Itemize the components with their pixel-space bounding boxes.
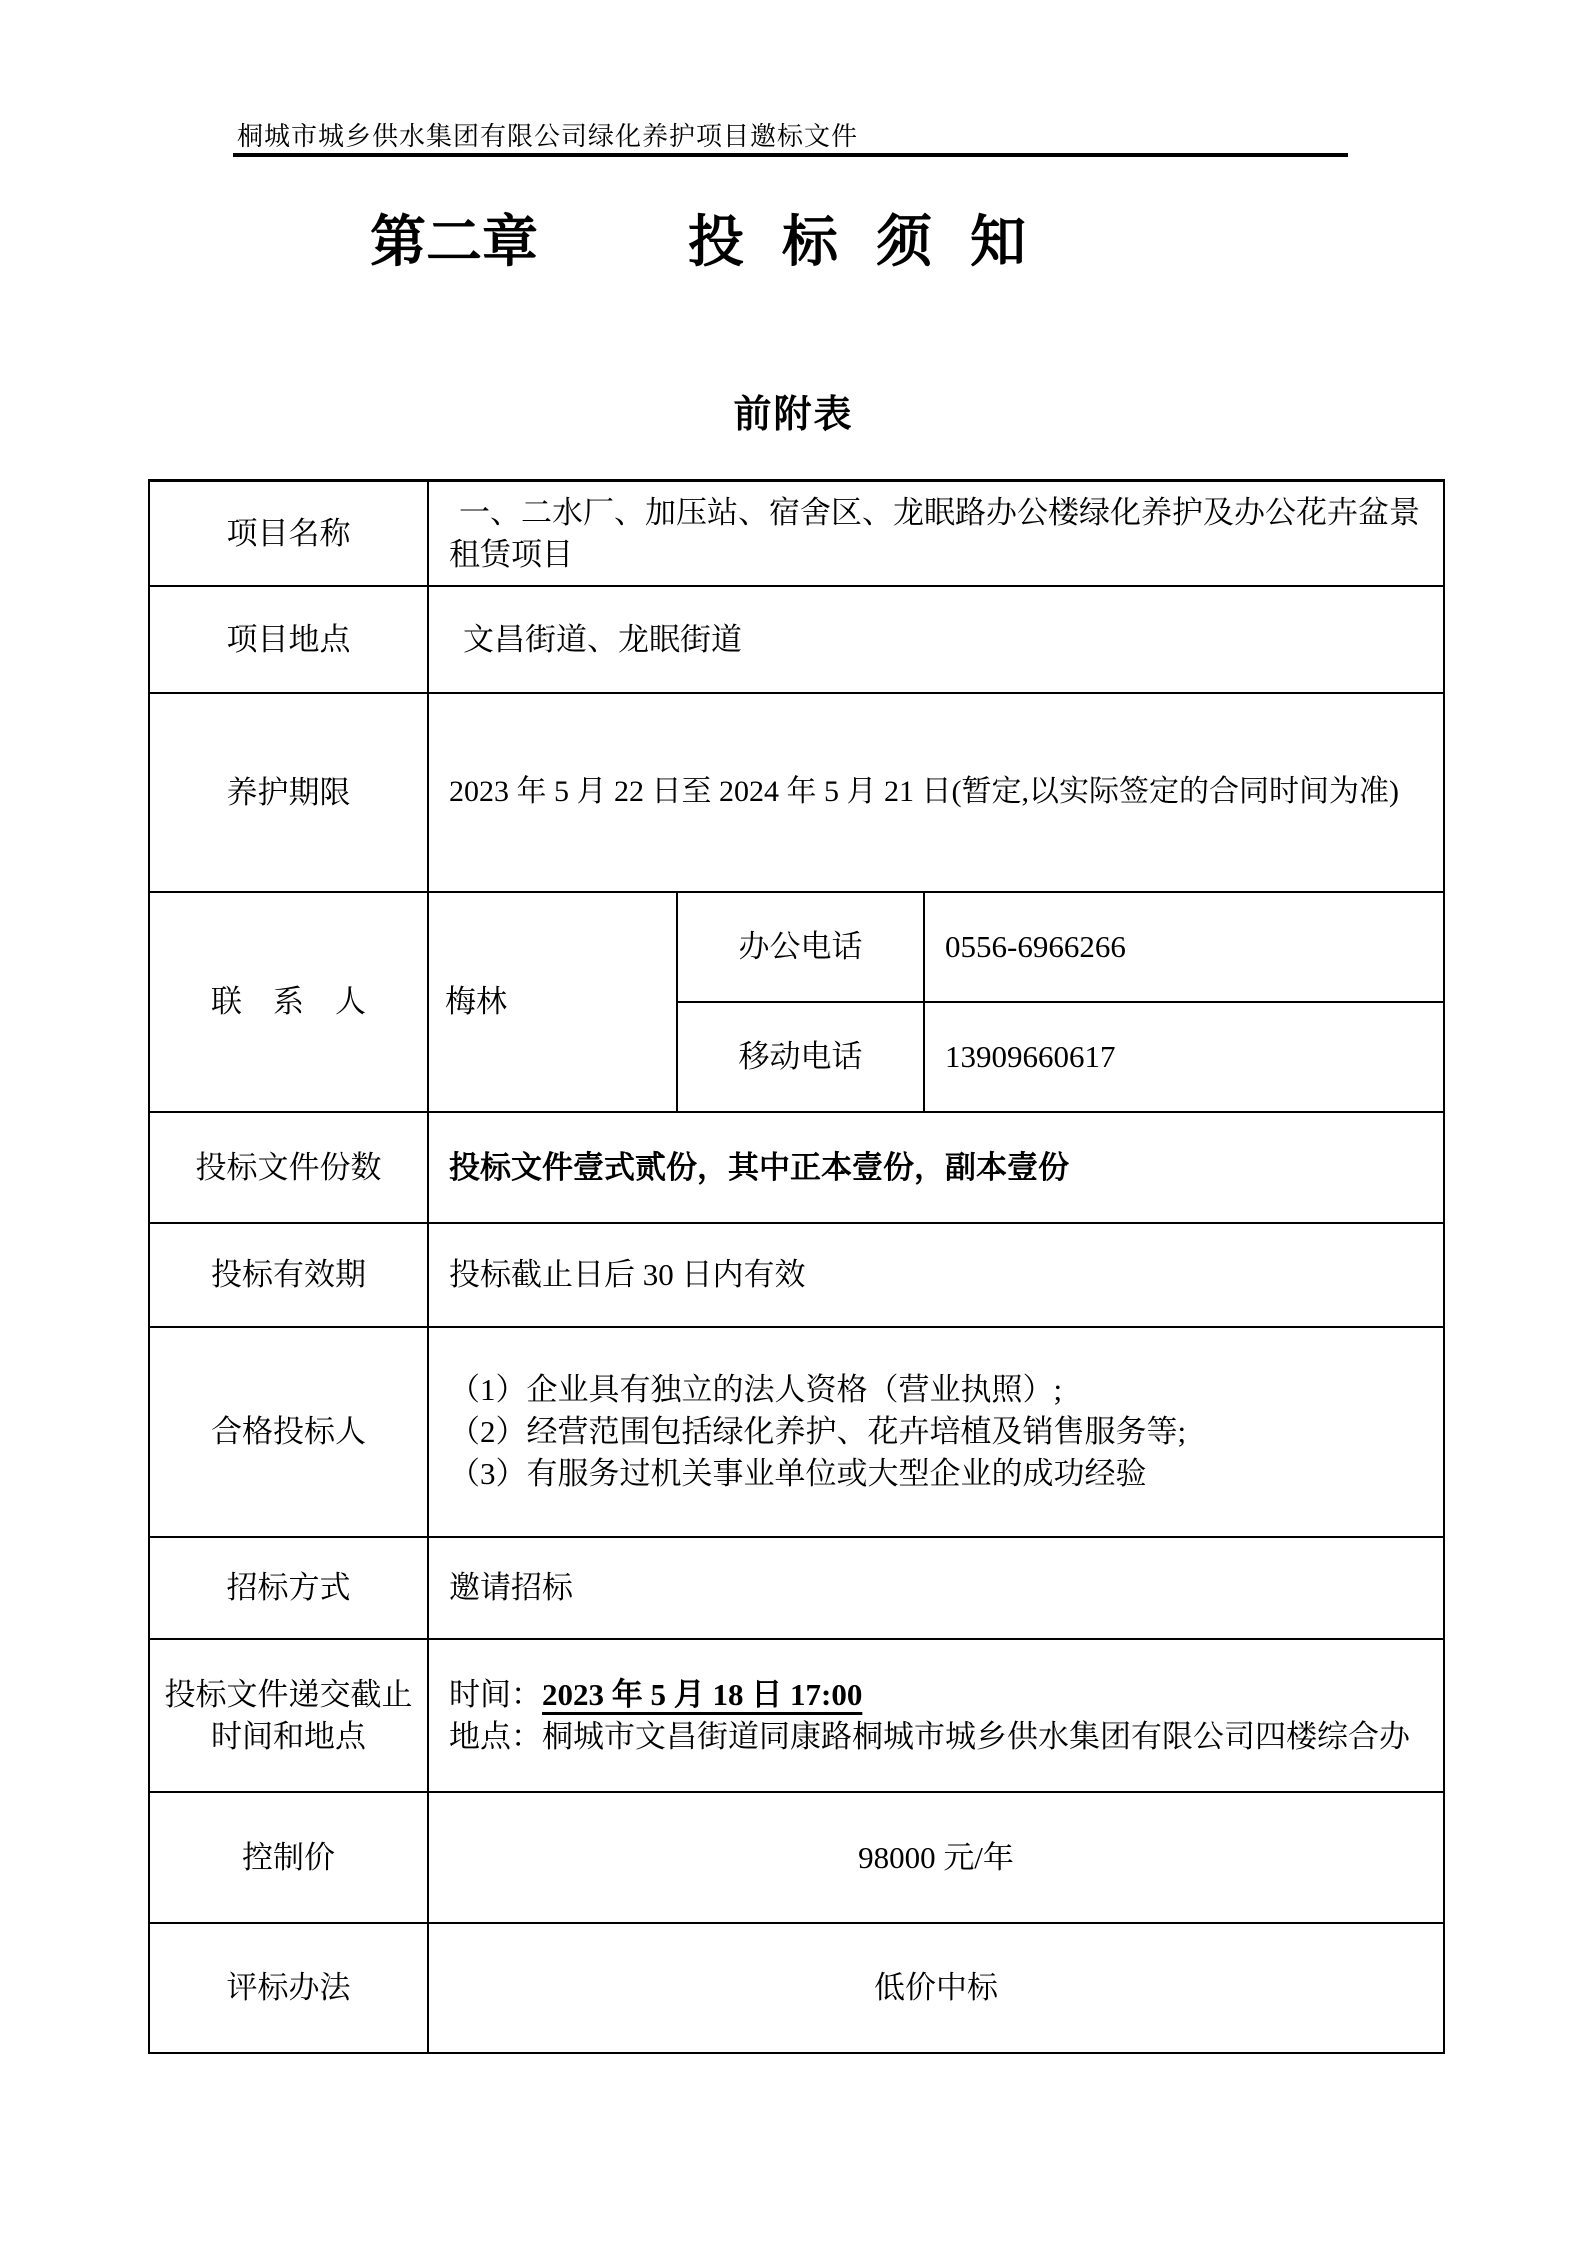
tender-method-label: 招标方式	[150, 1538, 429, 1638]
contact-name: 梅林	[429, 893, 678, 1111]
project-name-value	[429, 482, 1443, 585]
row-qualified-bidders	[150, 1328, 1443, 1538]
evaluation-method-label: 评标办法	[150, 1924, 429, 2052]
chapter-number: 第二章	[370, 212, 538, 274]
project-location-value	[429, 587, 1443, 692]
document-header: 桐城市城乡供水集团有限公司绿化养护项目邀标文件	[237, 122, 859, 151]
time-value: 2023 年 5 月 18 日 17:00	[542, 1676, 863, 1712]
submission-deadline-label-line1: 投标文件递交截止	[164, 1676, 413, 1712]
submission-deadline-label	[150, 1640, 429, 1791]
tender-method-value	[429, 1538, 1443, 1638]
bid-validity-value	[429, 1224, 1443, 1326]
control-price-text: 98000 元/年	[858, 1839, 1014, 1875]
project-location-text: 文昌街道、龙眠街道	[463, 621, 742, 657]
qualified-bidders-item-1: （1）企业具有独立的法人资格（营业执照）;	[449, 1372, 1063, 1408]
header-rule	[233, 153, 1348, 157]
bid-validity-text: 投标截止日后 30 日内有效	[449, 1257, 806, 1293]
submission-deadline-label-line2: 时间和地点	[211, 1718, 366, 1754]
office-phone-number: 0556-6966266	[945, 929, 1126, 965]
qualified-bidders-item-3: （3）有服务过机关事业单位或大型企业的成功经验	[449, 1455, 1147, 1491]
office-phone-label: 办公电话	[678, 893, 925, 1001]
row-bid-copies	[150, 1113, 1443, 1224]
mobile-phone-label: 移动电话	[678, 1003, 925, 1111]
tender-method-text: 邀请招标	[449, 1570, 573, 1606]
project-name-label: 项目名称	[150, 482, 429, 585]
row-tender-method	[150, 1538, 1443, 1640]
project-name-text: 一、二水厂、加压站、宿舍区、龙眠路办公楼绿化养护及办公花卉盆景租赁项目	[449, 494, 1420, 572]
office-phone-row	[678, 893, 1443, 1003]
submission-deadline-time-line	[449, 1674, 1429, 1716]
qualified-bidders-item-2: （2）经营范围包括绿化养护、花卉培植及销售服务等;	[449, 1414, 1187, 1450]
bid-validity-label: 投标有效期	[150, 1224, 429, 1326]
row-control-price	[150, 1793, 1443, 1924]
row-evaluation-method	[150, 1924, 1443, 2052]
maintenance-period-text: 2023 年 5 月 22 日至 2024 年 5 月 21 日(暂定,以实际签定的合同时间为准)	[449, 775, 1399, 809]
submission-deadline-value	[429, 1640, 1443, 1791]
bid-copies-value	[429, 1113, 1443, 1222]
row-bid-validity	[150, 1224, 1443, 1328]
contact-phones	[678, 893, 1443, 1111]
submission-deadline-place-line	[449, 1716, 1429, 1758]
row-maintenance-period	[150, 694, 1443, 893]
row-project-location	[150, 587, 1443, 694]
contact-label: 联 系 人	[150, 893, 429, 1111]
control-price-label: 控制价	[150, 1793, 429, 1922]
evaluation-method-value	[429, 1924, 1443, 2052]
place-prefix: 地点：	[449, 1718, 542, 1754]
mobile-phone-row	[678, 1003, 1443, 1111]
row-contact	[150, 893, 1443, 1113]
prequalification-table	[148, 479, 1445, 2054]
qualified-bidders-label: 合格投标人	[150, 1328, 429, 1536]
bid-copies-label: 投标文件份数	[150, 1113, 429, 1222]
evaluation-method-text: 低价中标	[874, 1970, 998, 2006]
place-value: 桐城市文昌街道同康路桐城市城乡供水集团有限公司四楼综合办	[542, 1718, 1410, 1754]
control-price-value	[429, 1793, 1443, 1922]
mobile-phone-number: 13909660617	[945, 1039, 1116, 1075]
qualified-bidders-value	[429, 1328, 1443, 1536]
table-subtitle: 前附表	[733, 394, 854, 436]
project-location-label: 项目地点	[150, 587, 429, 692]
chapter-subject: 投 标 须 知	[688, 212, 1026, 274]
bid-copies-text: 投标文件壹式贰份，其中正本壹份，副本壹份	[449, 1149, 1069, 1185]
row-submission-deadline	[150, 1640, 1443, 1793]
maintenance-period-value	[429, 694, 1443, 891]
maintenance-period-label: 养护期限	[150, 694, 429, 891]
row-project-name	[150, 482, 1443, 587]
time-prefix: 时间：	[449, 1676, 542, 1712]
chapter-title	[370, 198, 1026, 278]
